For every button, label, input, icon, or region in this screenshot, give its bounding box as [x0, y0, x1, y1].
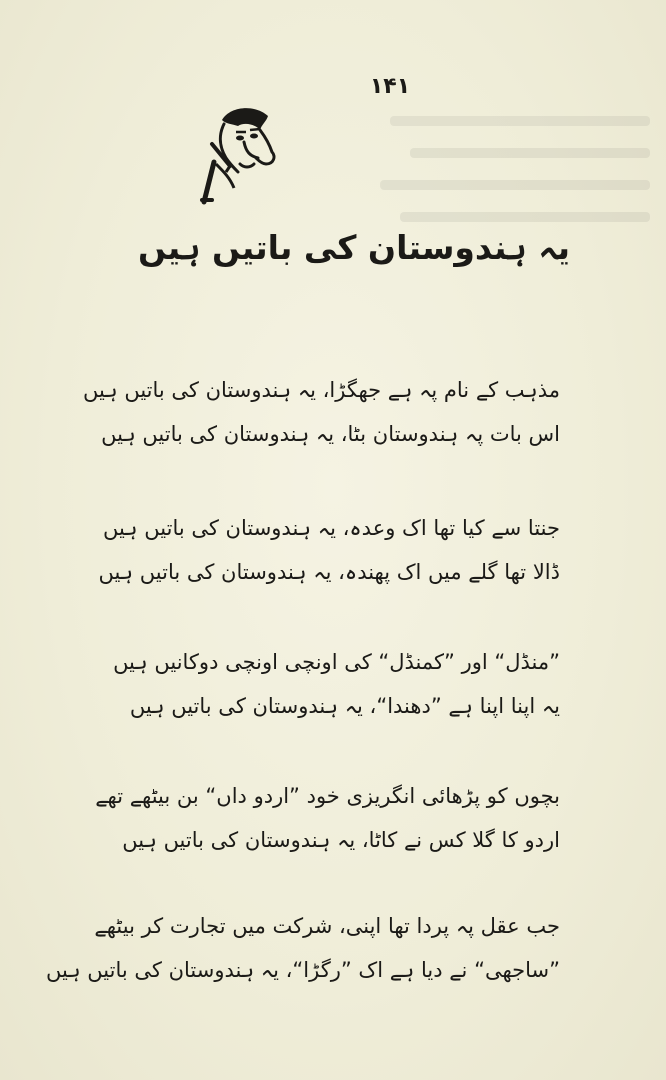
- stanza-5: [46, 904, 560, 992]
- page-number: ۱۴۱: [369, 74, 411, 99]
- stanza-2: [98, 506, 560, 594]
- poem-title: یہ ہندوستان کی باتیں ہیں: [138, 228, 570, 267]
- stanza-1: [83, 368, 560, 456]
- verse-line: ڈالا تھا گلے میں اک پھندہ، یہ ہندوستان کی باتیں ہیں: [98, 560, 560, 584]
- stanza-3: [113, 640, 560, 728]
- verse-line: بچوں کو پڑھائی انگریزی خود ”اردو داں“ بن بیٹھے تھے: [95, 784, 560, 808]
- verse-line: جب عقل پہ پردا تھا اپنی، شرکت میں تجارت کر بیٹھے: [94, 914, 560, 938]
- verse-line: جنتا سے کیا تھا اک وعدہ، یہ ہندوستان کی باتیں ہیں: [102, 516, 560, 540]
- verse-line: اردو کا گلا کس نے کاٹا، یہ ہندوستان کی باتیں ہیں: [122, 828, 560, 852]
- verse-line: مذہب کے نام پہ ہے جھگڑا، یہ ہندوستان کی باتیں ہیں: [83, 378, 560, 402]
- bleed-through-text: [360, 100, 650, 330]
- stanza-4: [95, 774, 560, 862]
- verse-line: یہ اپنا اپنا ہے ”دھندا“، یہ ہندوستان کی باتیں ہیں: [129, 694, 560, 718]
- verse-line: اس بات پہ ہندوستان بٹا، یہ ہندوستان کی باتیں ہیں: [101, 422, 560, 446]
- caricature-face-icon: [200, 102, 280, 204]
- verse-line: ”منڈل“ اور ”کمنڈل“ کی اونچی اونچی دوکانیں ہیں: [113, 650, 560, 674]
- verse-line: ”ساجھی“ نے دیا ہے اک ”رگڑا“، یہ ہندوستان کی باتیں ہیں: [46, 958, 560, 982]
